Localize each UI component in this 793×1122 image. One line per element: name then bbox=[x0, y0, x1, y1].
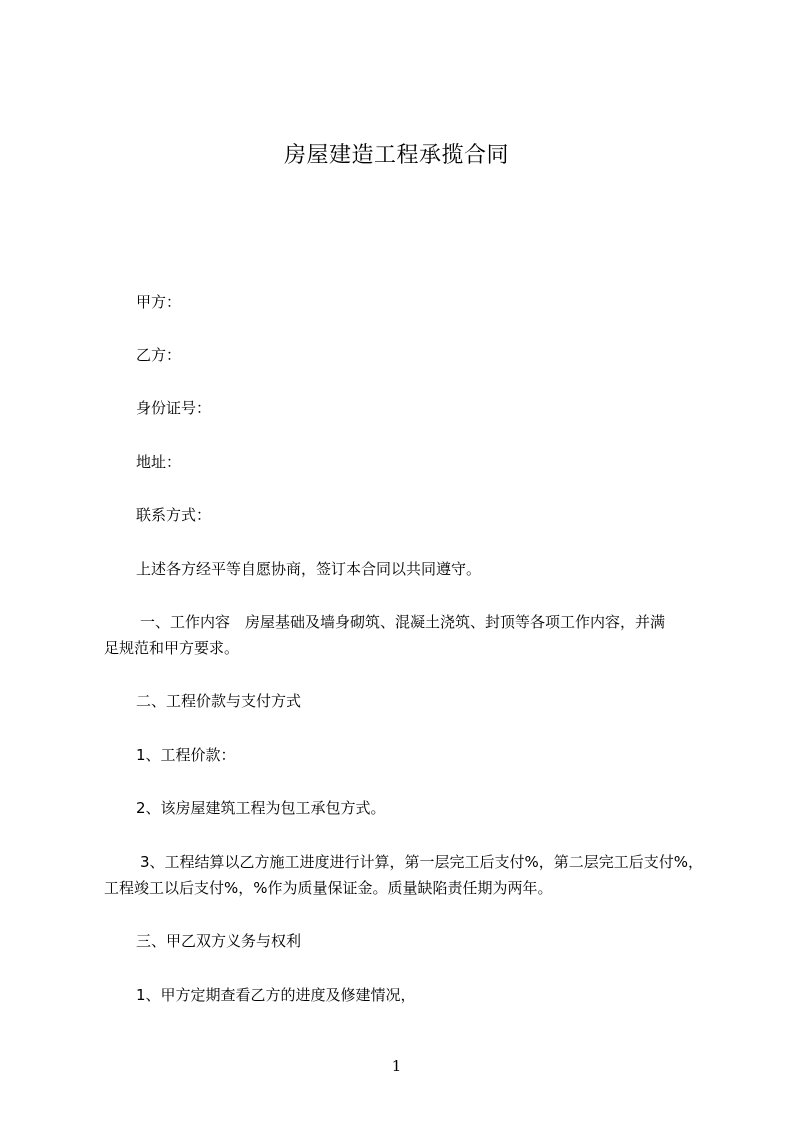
party-b-label: 乙方： bbox=[136, 346, 182, 364]
section2-item2: 2、该房屋建筑工程为包工承包方式。 bbox=[136, 799, 386, 817]
section2-item3-line2: 工程竣工以后支付%，%作为质量保证金。质量缺陷责任期为两年。 bbox=[104, 879, 553, 897]
intro-paragraph: 上述各方经平等自愿协商，签订本合同以共同遵守。 bbox=[136, 560, 482, 578]
party-a-label: 甲方： bbox=[136, 293, 182, 311]
section1-line2: 足规范和甲方要求。 bbox=[104, 639, 240, 657]
section2-item1: 1、工程价款： bbox=[136, 746, 236, 764]
section2-heading: 二、工程价款与支付方式 bbox=[136, 692, 302, 710]
page-number: 1 bbox=[391, 1057, 402, 1075]
document-title: 房屋建造工程承揽合同 bbox=[283, 143, 509, 168]
section2-item3-line1: 3、工程结算以乙方施工进度进行计算，第一层完工后支付%，第二层完工后支付%， bbox=[140, 853, 704, 871]
section3-item1: 1、甲方定期查看乙方的进度及修建情况， bbox=[136, 986, 416, 1004]
id-number-label: 身份证号： bbox=[136, 399, 212, 417]
address-label: 地址： bbox=[136, 453, 182, 471]
section3-heading: 三、甲乙双方义务与权利 bbox=[136, 932, 302, 950]
section1-line1: 一、工作内容 房屋基础及墙身砌筑、混凝土浇筑、封顶等各项工作内容，并满 bbox=[140, 613, 666, 631]
contact-label: 联系方式： bbox=[136, 506, 212, 524]
